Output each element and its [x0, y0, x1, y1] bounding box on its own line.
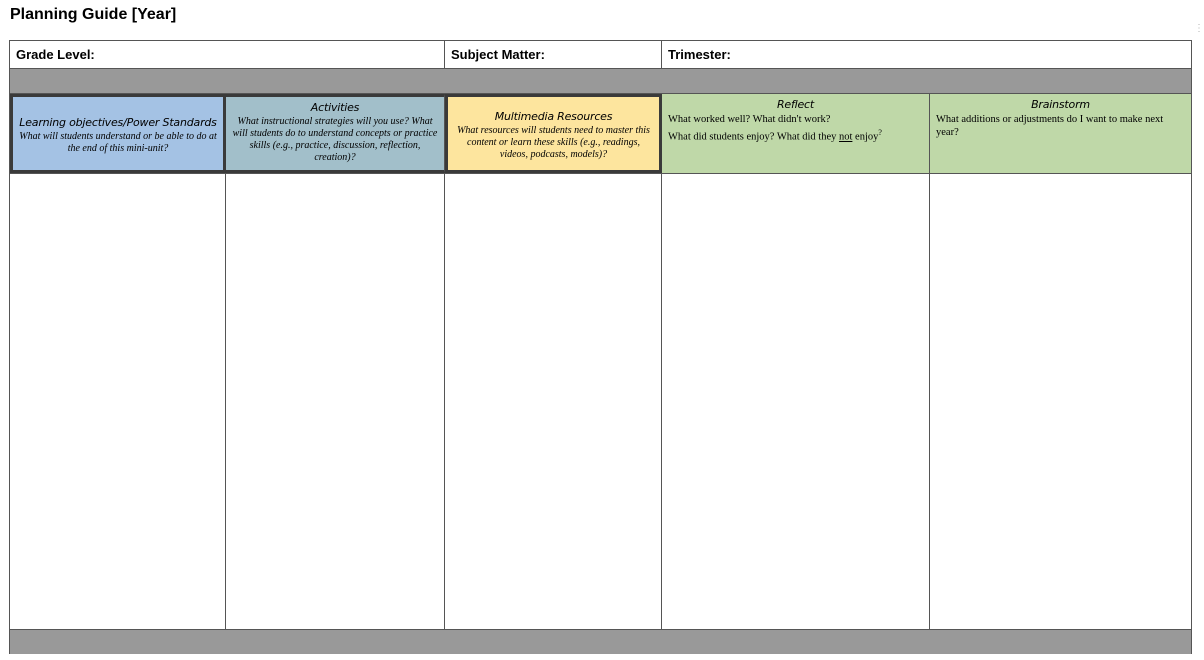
- reflect-line-2-c: enjoy: [852, 131, 879, 143]
- reflect-line-1: What worked well? What didn't work?: [668, 114, 831, 125]
- header-subtitle: What instructional strategies will you use? What will students do to understand concepts or practice skills (e.g., practice, discussion, reflection, creation)?: [232, 116, 438, 163]
- header-title: Reflect: [776, 98, 815, 111]
- brainstorm-line-1: What additions or adjustments do I want to make next year?: [936, 114, 1164, 138]
- page-title: Planning Guide [Year]: [10, 6, 177, 23]
- body-cell-multimedia-resources[interactable]: [445, 173, 662, 630]
- body-cell-learning-objectives[interactable]: [10, 173, 226, 630]
- info-row: [10, 41, 1191, 69]
- subject-matter-cell[interactable]: [445, 41, 662, 69]
- body-cell-activities[interactable]: [226, 173, 445, 630]
- body-cell-reflect[interactable]: [662, 173, 930, 630]
- header-subtitle: What resources will students need to master this content or learn these skills (e.g., readings, videos, podcasts, models)?: [457, 125, 650, 160]
- header-brainstorm[interactable]: [930, 94, 1191, 173]
- grade-level-label: Grade Level:: [16, 47, 95, 62]
- trimester-cell[interactable]: [662, 41, 1191, 69]
- body-cell-brainstorm[interactable]: [930, 173, 1191, 630]
- header-activities[interactable]: [226, 94, 445, 173]
- header-title: Multimedia Resources: [494, 110, 613, 123]
- reflect-line-2-q: ?: [878, 128, 882, 137]
- header-learning-objectives[interactable]: [10, 94, 226, 173]
- header-multimedia-resources[interactable]: [445, 94, 662, 173]
- header-subtitle: What will students understand or be able to do at the end of this mini-unit?: [19, 131, 217, 154]
- reflect-line-2: [668, 126, 923, 144]
- subject-matter-label: Subject Matter:: [451, 47, 545, 62]
- gray-separator-bottom: [10, 629, 1191, 654]
- planning-table: [9, 40, 1192, 654]
- grade-level-cell[interactable]: [10, 41, 445, 69]
- header-title: Learning objectives/Power Standards: [19, 116, 217, 129]
- header-title: Activities: [310, 101, 360, 114]
- reflect-line-2-not: not: [838, 131, 853, 143]
- reflect-line-2-a: What did students enjoy? What did they: [668, 131, 839, 143]
- drag-handle-icon[interactable]: ⋮: [1194, 23, 1204, 34]
- header-title: Brainstorm: [1031, 98, 1090, 111]
- header-reflect[interactable]: [662, 94, 930, 173]
- trimester-label: Trimester:: [668, 47, 731, 62]
- gray-separator-top: [10, 68, 1191, 94]
